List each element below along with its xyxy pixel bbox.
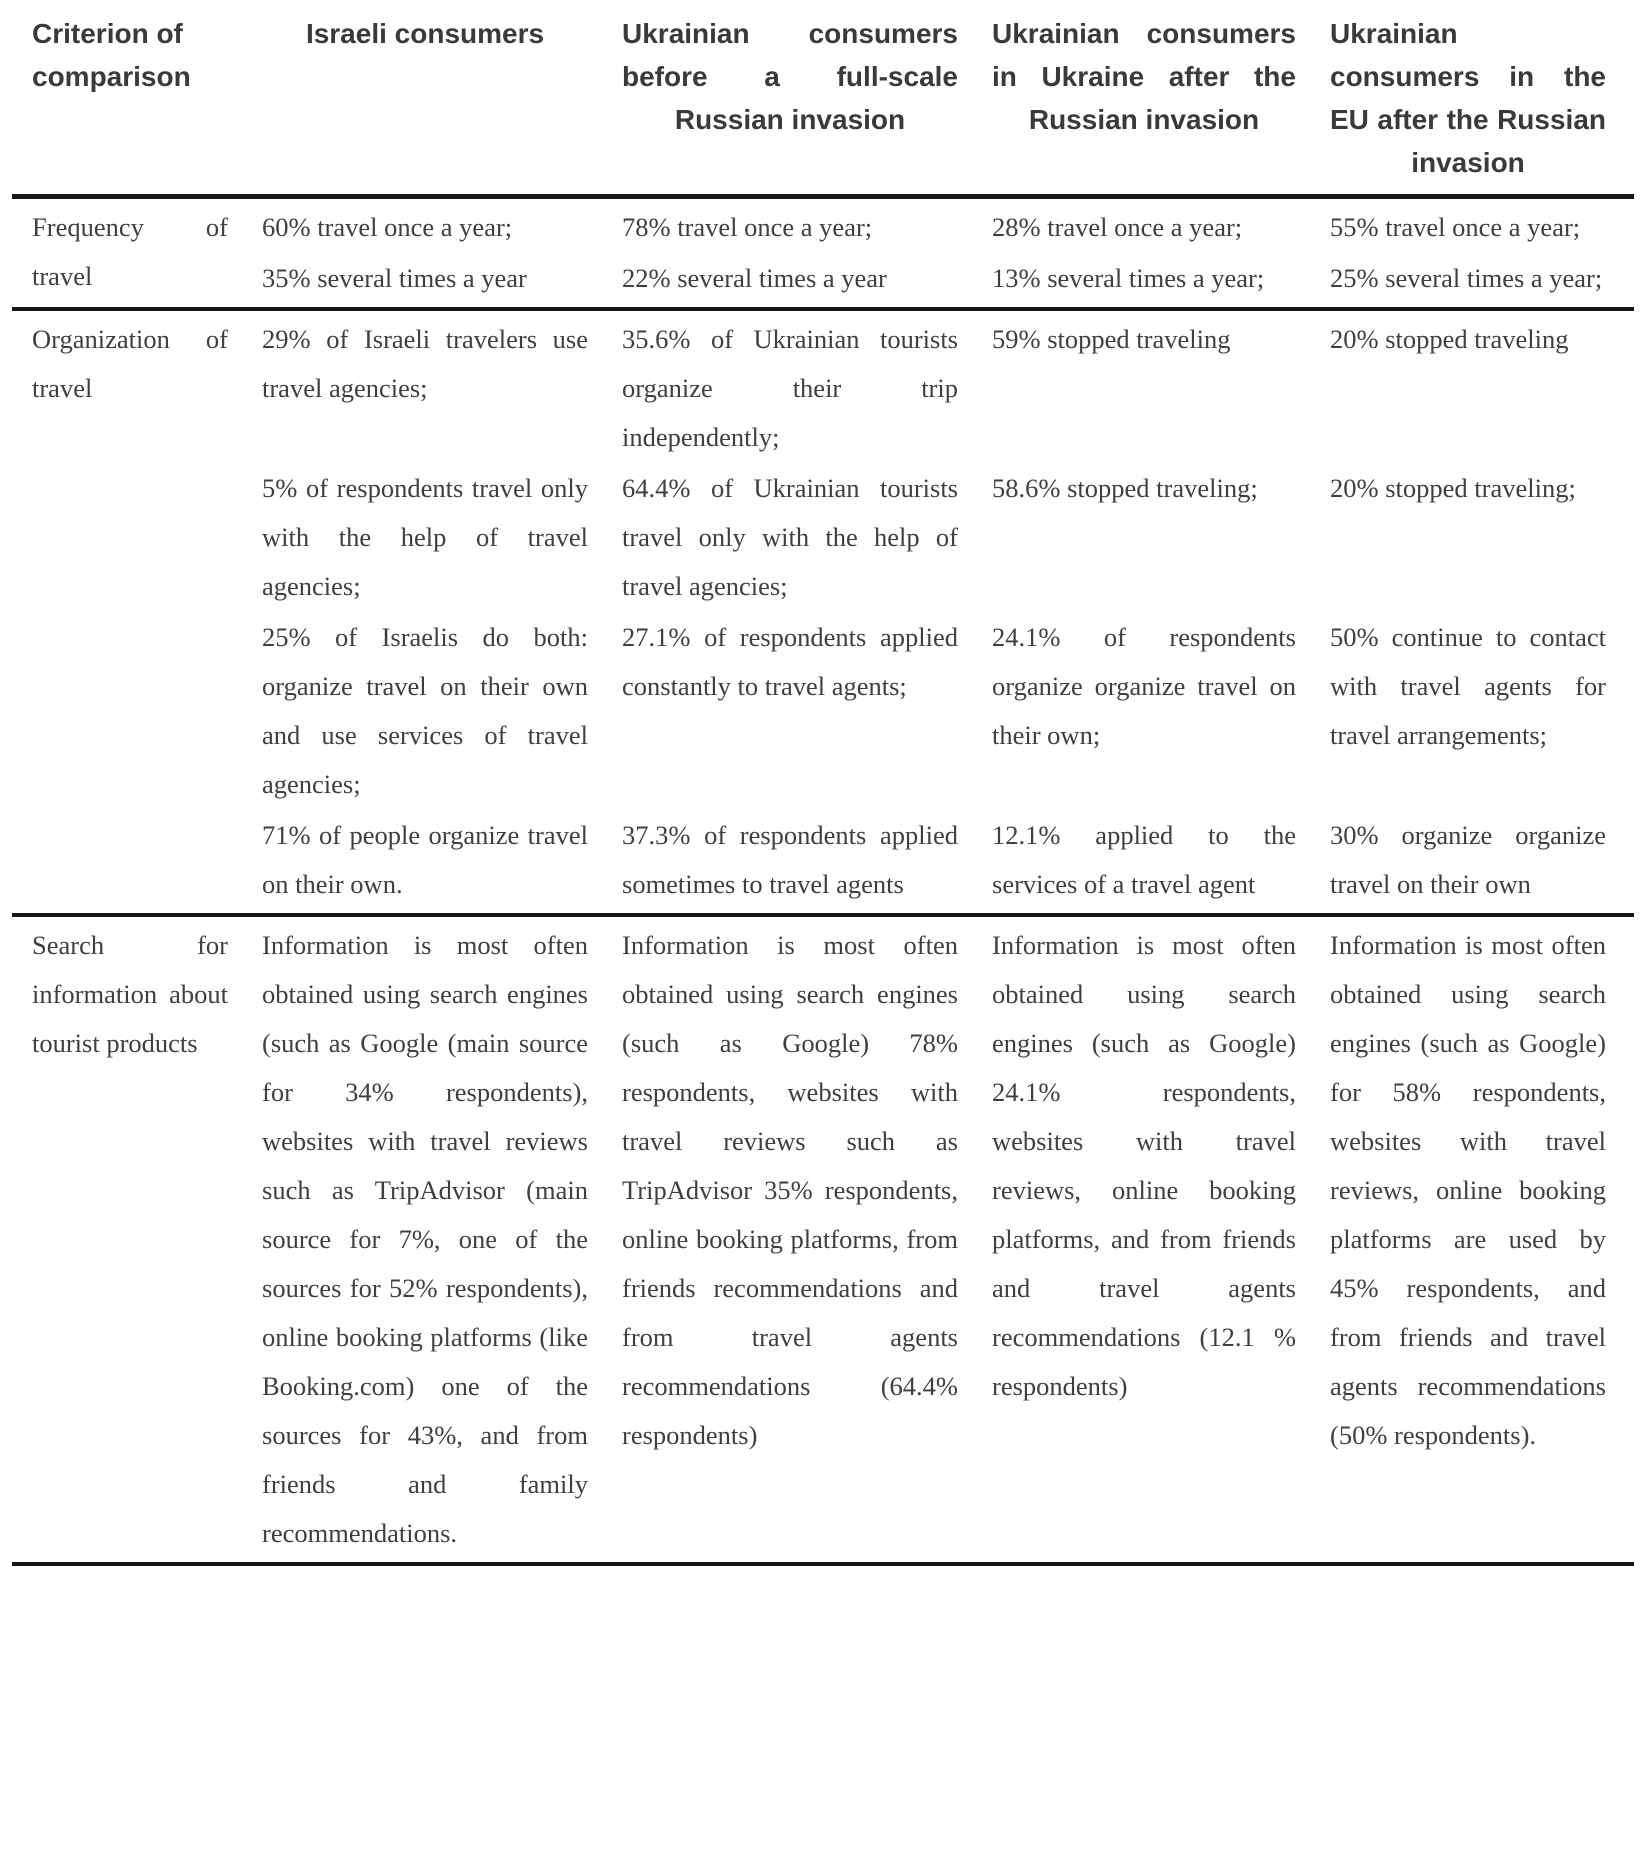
table-header-row bbox=[12, 6, 1634, 194]
cell-paragraph: 64.4% of Ukrainian tourists travel only with the help of travel agencies; bbox=[622, 473, 958, 601]
cell-paragraph: 37.3% of respondents applied sometimes to travel agents bbox=[622, 820, 958, 899]
cell-paragraph: 58.6% stopped traveling; bbox=[992, 473, 1258, 503]
cell-paragraph: Information is most often obtained using search engines (such as Google) 24.1% respondents, websites with travel reviews, online booking platforms, and from friends and travel agents recommendations (12.1 % respondents) bbox=[992, 930, 1296, 1401]
table-row-organization-of-travel bbox=[12, 311, 1634, 913]
column-header-ukrainian-in-ukraine-after: Ukrainian consumers in Ukraine after the Russian invasion bbox=[992, 18, 1296, 135]
cell-paragraph: 60% travel once a year; bbox=[262, 212, 513, 242]
column-header-ukrainian-in-eu-after: Ukrainian consumers in the EU after the Russian invasion bbox=[1330, 18, 1606, 178]
cell-paragraph: 78% travel once a year; bbox=[622, 212, 873, 242]
cell-paragraph: 25% several times a year; bbox=[1330, 263, 1603, 293]
comparison-table bbox=[12, 6, 1634, 1566]
cell-paragraph: 13% several times a year; bbox=[992, 263, 1265, 293]
criterion-cell: Organization of travel bbox=[32, 324, 228, 403]
cell-paragraph: 59% stopped traveling bbox=[992, 324, 1231, 354]
cell-paragraph: 20% stopped traveling bbox=[1330, 324, 1569, 354]
table-bottom-rule bbox=[12, 1562, 1634, 1566]
cell-paragraph: 35% several times a year bbox=[262, 263, 527, 293]
column-header-ukrainian-before-invasion: Ukrainian consumers before a full-scale Russian invasion bbox=[622, 18, 958, 135]
cell-paragraph: 5% of respondents travel only with the help of travel agencies; bbox=[262, 473, 588, 601]
cell-paragraph: Information is most often obtained using search engines (such as Google) for 58% respondents, websites with travel reviews, online booking platforms are used by 45% respondents, and from friends and travel agents recommendations (50% respondents). bbox=[1330, 930, 1606, 1450]
table-row-frequency-of-travel bbox=[12, 199, 1634, 307]
table-row-search-for-information bbox=[12, 917, 1634, 1562]
cell-paragraph: 24.1% of respondents organize organize travel on their own; bbox=[992, 622, 1296, 750]
cell-paragraph: 50% continue to contact with travel agents for travel arrangements; bbox=[1330, 622, 1606, 750]
cell-paragraph: Information is most often obtained using search engines (such as Google) 78% respondents, websites with travel reviews such as TripAdvisor 35% respondents, online booking platforms, from friends recommendations and from travel agents recommendations (64.4% respondents) bbox=[622, 930, 958, 1450]
cell-paragraph: 28% travel once a year; bbox=[992, 212, 1243, 242]
criterion-cell: Frequency of travel bbox=[32, 212, 228, 291]
cell-paragraph: Information is most often obtained using search engines (such as Google (main source for 34% respondents), websites with travel reviews such as TripAdvisor (main source for 7%, one of the sources for 52% respondents), online booking platforms (like Booking.com) one of the sources for 43%, and from friends and family recommendations. bbox=[262, 930, 588, 1548]
column-header-criterion: Criterion of comparison bbox=[32, 18, 191, 92]
cell-paragraph: 29% of Israeli travelers use travel agencies; bbox=[262, 324, 588, 403]
cell-paragraph: 55% travel once a year; bbox=[1330, 212, 1581, 242]
cell-paragraph: 35.6% of Ukrainian tourists organize their trip independently; bbox=[622, 324, 958, 452]
cell-paragraph: 30% organize organize travel on their own bbox=[1330, 820, 1606, 899]
cell-paragraph: 71% of people organize travel on their own. bbox=[262, 820, 588, 899]
cell-paragraph: 25% of Israelis do both: organize travel on their own and use services of travel agencies; bbox=[262, 622, 588, 799]
cell-paragraph: 12.1% applied to the services of a travel agent bbox=[992, 820, 1296, 899]
criterion-cell: Search for information about tourist products bbox=[32, 930, 228, 1058]
cell-paragraph: 20% stopped traveling; bbox=[1330, 473, 1576, 503]
cell-paragraph: 22% several times a year bbox=[622, 263, 887, 293]
cell-paragraph: 27.1% of respondents applied constantly to travel agents; bbox=[622, 622, 958, 701]
column-header-israeli-consumers: Israeli consumers bbox=[305, 18, 545, 49]
